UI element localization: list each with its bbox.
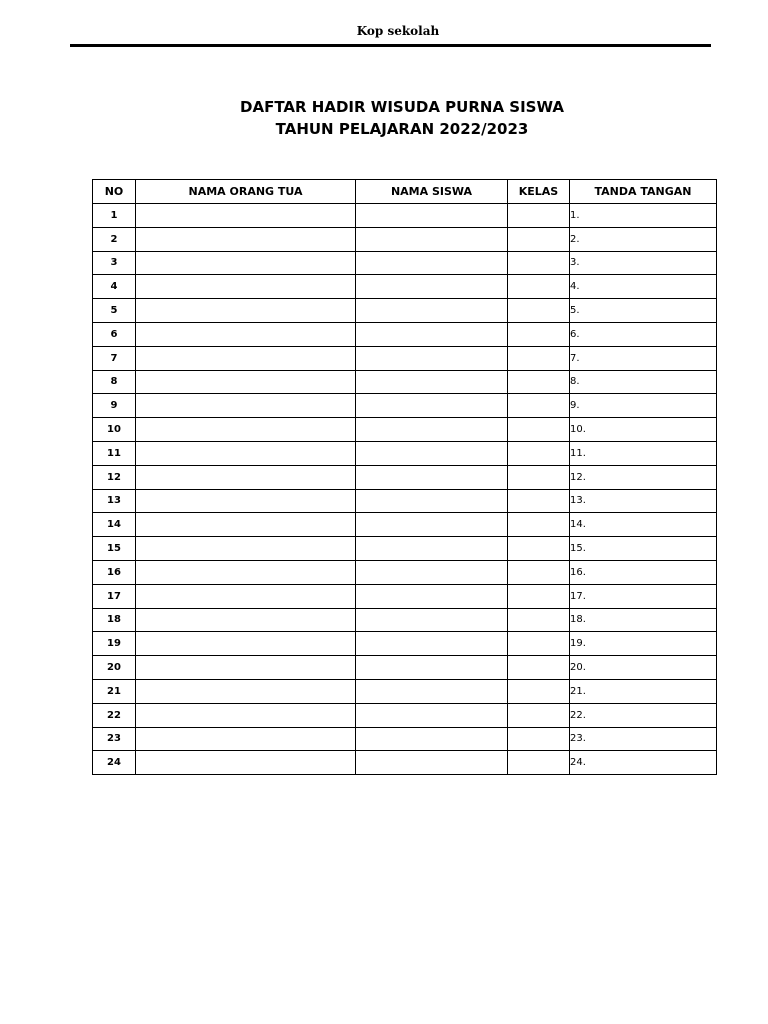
nama-orang-tua-cell[interactable] — [136, 727, 356, 751]
tanda-tangan-cell[interactable]: 19. — [570, 632, 717, 656]
tanda-tangan-cell[interactable]: 3. — [570, 251, 717, 275]
nama-orang-tua-cell[interactable] — [136, 418, 356, 442]
title-line-2: TAHUN PELAJARAN 2022/2023 — [275, 120, 529, 138]
table-row — [93, 227, 717, 251]
table-row — [93, 679, 717, 703]
tanda-tangan-cell[interactable]: 16. — [570, 560, 717, 584]
header-row — [93, 180, 717, 204]
table-body — [93, 204, 717, 775]
nama-siswa-cell[interactable] — [356, 537, 508, 561]
tanda-tangan-cell[interactable]: 7. — [570, 346, 717, 370]
column-header-tanda-tangan: TANDA TANGAN — [570, 180, 717, 204]
nama-siswa-cell[interactable] — [356, 751, 508, 775]
row-number: 20 — [93, 656, 136, 680]
nama-orang-tua-cell[interactable] — [136, 465, 356, 489]
nama-orang-tua-cell[interactable] — [136, 632, 356, 656]
row-number: 3 — [93, 251, 136, 275]
nama-orang-tua-cell[interactable] — [136, 299, 356, 323]
nama-orang-tua-cell[interactable] — [136, 322, 356, 346]
kelas-cell[interactable] — [508, 370, 570, 394]
nama-orang-tua-cell[interactable] — [136, 703, 356, 727]
table-row — [93, 537, 717, 561]
table-row — [93, 394, 717, 418]
kelas-cell[interactable] — [508, 727, 570, 751]
nama-siswa-cell[interactable] — [356, 346, 508, 370]
nama-orang-tua-cell[interactable] — [136, 513, 356, 537]
row-number: 17 — [93, 584, 136, 608]
table-row — [93, 489, 717, 513]
kelas-cell[interactable] — [508, 560, 570, 584]
table-row — [93, 275, 717, 299]
table-row — [93, 656, 717, 680]
row-number: 9 — [93, 394, 136, 418]
kelas-cell[interactable] — [508, 227, 570, 251]
nama-orang-tua-cell[interactable] — [136, 370, 356, 394]
nama-orang-tua-cell[interactable] — [136, 679, 356, 703]
row-number: 16 — [93, 560, 136, 584]
table-row — [93, 465, 717, 489]
row-number: 14 — [93, 513, 136, 537]
nama-orang-tua-cell[interactable] — [136, 346, 356, 370]
nama-orang-tua-cell[interactable] — [136, 489, 356, 513]
tanda-tangan-cell[interactable]: 22. — [570, 703, 717, 727]
table-row — [93, 251, 717, 275]
row-number: 7 — [93, 346, 136, 370]
nama-orang-tua-cell[interactable] — [136, 394, 356, 418]
kelas-cell[interactable] — [508, 751, 570, 775]
nama-siswa-cell[interactable] — [356, 560, 508, 584]
kelas-cell[interactable] — [508, 204, 570, 228]
row-number: 24 — [93, 751, 136, 775]
nama-siswa-cell[interactable] — [356, 299, 508, 323]
kelas-cell[interactable] — [508, 513, 570, 537]
table-row — [93, 751, 717, 775]
nama-siswa-cell[interactable] — [356, 322, 508, 346]
nama-siswa-cell[interactable] — [356, 370, 508, 394]
tanda-tangan-cell[interactable]: 10. — [570, 418, 717, 442]
tanda-tangan-cell[interactable]: 23. — [570, 727, 717, 751]
nama-siswa-cell[interactable] — [356, 703, 508, 727]
column-header-nama-orang-tua: NAMA ORANG TUA — [136, 180, 356, 204]
table-row — [93, 370, 717, 394]
tanda-tangan-cell[interactable]: 5. — [570, 299, 717, 323]
table-row — [93, 632, 717, 656]
row-number: 18 — [93, 608, 136, 632]
tanda-tangan-cell[interactable]: 8. — [570, 370, 717, 394]
kelas-cell[interactable] — [508, 537, 570, 561]
kelas-cell[interactable] — [508, 322, 570, 346]
row-number: 8 — [93, 370, 136, 394]
row-number: 5 — [93, 299, 136, 323]
kelas-cell[interactable] — [508, 441, 570, 465]
nama-orang-tua-cell[interactable] — [136, 656, 356, 680]
nama-siswa-cell[interactable] — [356, 418, 508, 442]
table-row — [93, 204, 717, 228]
kelas-cell[interactable] — [508, 418, 570, 442]
nama-orang-tua-cell[interactable] — [136, 204, 356, 228]
nama-siswa-cell[interactable] — [356, 727, 508, 751]
document-title — [0, 96, 768, 140]
nama-siswa-cell[interactable] — [356, 441, 508, 465]
kelas-cell[interactable] — [508, 679, 570, 703]
nama-siswa-cell[interactable] — [356, 608, 508, 632]
nama-siswa-cell[interactable] — [356, 656, 508, 680]
tanda-tangan-cell[interactable]: 17. — [570, 584, 717, 608]
tanda-tangan-cell[interactable]: 21. — [570, 679, 717, 703]
table-row — [93, 560, 717, 584]
kelas-cell[interactable] — [508, 584, 570, 608]
nama-orang-tua-cell[interactable] — [136, 560, 356, 584]
nama-siswa-cell[interactable] — [356, 465, 508, 489]
nama-siswa-cell[interactable] — [356, 679, 508, 703]
column-header-no: NO — [93, 180, 136, 204]
kelas-cell[interactable] — [508, 656, 570, 680]
table-row — [93, 441, 717, 465]
row-number: 1 — [93, 204, 136, 228]
kelas-cell[interactable] — [508, 275, 570, 299]
nama-orang-tua-cell[interactable] — [136, 441, 356, 465]
row-number: 10 — [93, 418, 136, 442]
row-number: 22 — [93, 703, 136, 727]
kelas-cell[interactable] — [508, 394, 570, 418]
table-row — [93, 346, 717, 370]
table-header — [93, 180, 717, 204]
tanda-tangan-cell[interactable]: 6. — [570, 322, 717, 346]
nama-siswa-cell[interactable] — [356, 489, 508, 513]
nama-siswa-cell[interactable] — [356, 251, 508, 275]
row-number: 2 — [93, 227, 136, 251]
nama-orang-tua-cell[interactable] — [136, 227, 356, 251]
tanda-tangan-cell[interactable]: 2. — [570, 227, 717, 251]
tanda-tangan-cell[interactable]: 15. — [570, 537, 717, 561]
table-row — [93, 703, 717, 727]
nama-orang-tua-cell[interactable] — [136, 608, 356, 632]
column-header-kelas: KELAS — [508, 180, 570, 204]
row-number: 21 — [93, 679, 136, 703]
tanda-tangan-cell[interactable]: 4. — [570, 275, 717, 299]
row-number: 19 — [93, 632, 136, 656]
tanda-tangan-cell[interactable]: 14. — [570, 513, 717, 537]
kelas-cell[interactable] — [508, 489, 570, 513]
table-row — [93, 584, 717, 608]
kelas-cell[interactable] — [508, 632, 570, 656]
tanda-tangan-cell[interactable]: 9. — [570, 394, 717, 418]
tanda-tangan-cell[interactable]: 24. — [570, 751, 717, 775]
tanda-tangan-cell[interactable]: 13. — [570, 489, 717, 513]
row-number: 4 — [93, 275, 136, 299]
nama-siswa-cell[interactable] — [356, 394, 508, 418]
row-number: 11 — [93, 441, 136, 465]
row-number: 6 — [93, 322, 136, 346]
table-row — [93, 322, 717, 346]
kelas-cell[interactable] — [508, 608, 570, 632]
tanda-tangan-cell[interactable]: 20. — [570, 656, 717, 680]
nama-orang-tua-cell[interactable] — [136, 584, 356, 608]
table-row — [93, 727, 717, 751]
row-number: 15 — [93, 537, 136, 561]
kelas-cell[interactable] — [508, 251, 570, 275]
row-number: 12 — [93, 465, 136, 489]
nama-orang-tua-cell[interactable] — [136, 751, 356, 775]
nama-siswa-cell[interactable] — [356, 584, 508, 608]
title-line-1: DAFTAR HADIR WISUDA PURNA SISWA — [240, 98, 564, 116]
nama-siswa-cell[interactable] — [356, 513, 508, 537]
header-rule — [70, 44, 711, 47]
nama-siswa-cell[interactable] — [356, 204, 508, 228]
tanda-tangan-cell[interactable]: 12. — [570, 465, 717, 489]
nama-orang-tua-cell[interactable] — [136, 275, 356, 299]
kop-sekolah: Kop sekolah — [356, 24, 440, 38]
table-row — [93, 608, 717, 632]
nama-siswa-cell[interactable] — [356, 227, 508, 251]
nama-orang-tua-cell[interactable] — [136, 537, 356, 561]
table-row — [93, 299, 717, 323]
table-row — [93, 418, 717, 442]
tanda-tangan-cell[interactable]: 1. — [570, 204, 717, 228]
kelas-cell[interactable] — [508, 346, 570, 370]
attendance-table — [92, 179, 717, 775]
kelas-cell[interactable] — [508, 299, 570, 323]
nama-siswa-cell[interactable] — [356, 275, 508, 299]
tanda-tangan-cell[interactable]: 11. — [570, 441, 717, 465]
kelas-cell[interactable] — [508, 465, 570, 489]
kelas-cell[interactable] — [508, 703, 570, 727]
column-header-nama-siswa: NAMA SISWA — [356, 180, 508, 204]
tanda-tangan-cell[interactable]: 18. — [570, 608, 717, 632]
row-number: 13 — [93, 489, 136, 513]
nama-siswa-cell[interactable] — [356, 632, 508, 656]
row-number: 23 — [93, 727, 136, 751]
table-row — [93, 513, 717, 537]
nama-orang-tua-cell[interactable] — [136, 251, 356, 275]
